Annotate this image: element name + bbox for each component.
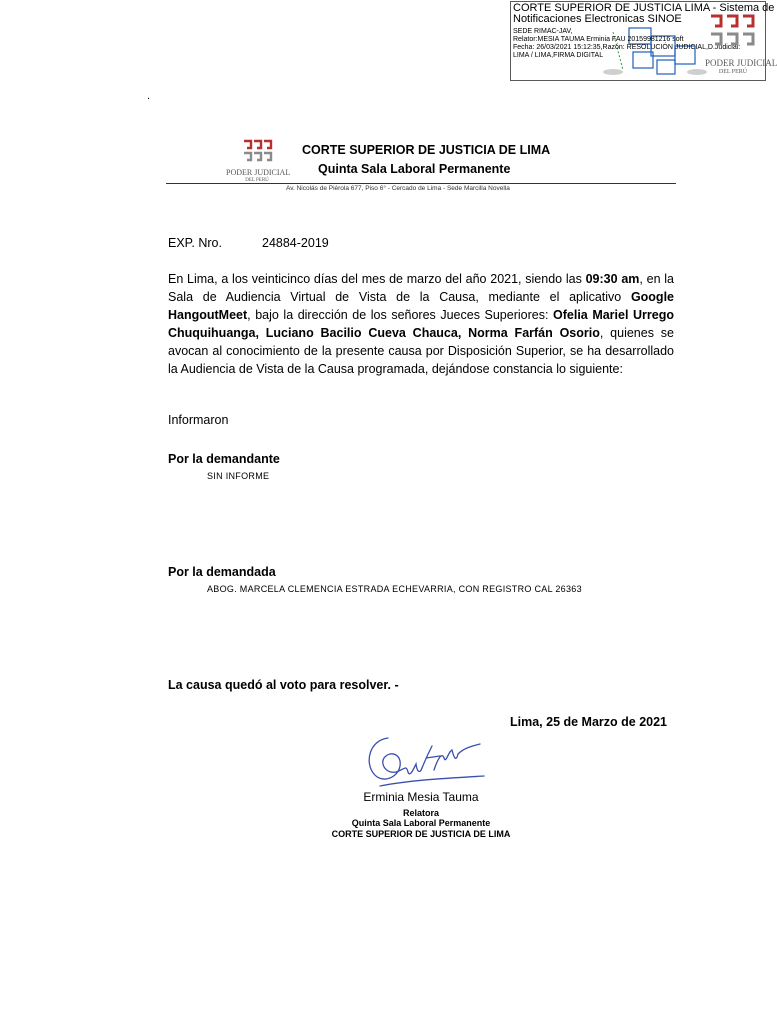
judges-names: Ofelia Mariel Urrego Chuquihuanga, Luciano Bacilio Cueva Chauca, Norma Farfán Osorio xyxy=(168,308,674,340)
defendant-report: ABOG. MARCELA CLEMENCIA ESTRADA ECHEVARRIA, CON REGISTRO CAL 26363 xyxy=(207,584,582,594)
court-name: CORTE SUPERIOR DE JUSTICIA DE LIMA xyxy=(302,143,551,157)
stamp-logo-subtext: DEL PERÚ xyxy=(718,69,748,75)
digital-seal-icon xyxy=(593,26,713,78)
place-and-date: Lima, 25 de Marzo de 2021 xyxy=(510,715,668,729)
signer-court: CORTE SUPERIOR DE JUSTICIA DE LIMA xyxy=(331,829,511,839)
stamp-poder-judicial-logo xyxy=(705,10,777,80)
stamp-title-line1: CORTE SUPERIOR DE JUSTICIA LIMA - Sistema de xyxy=(513,2,775,14)
signer-role: Relatora xyxy=(402,808,439,818)
court-address: Av. Nicolás de Piérola 677, Piso 6° - Cercado de Lima - Sede Marcilla Novella xyxy=(286,185,510,192)
informaron-label: Informaron xyxy=(168,413,229,427)
closing-statement: La causa quedó al voto para resolver. - xyxy=(168,678,399,692)
app-name: Google HangoutMeet xyxy=(168,290,674,322)
defendant-heading: Por la demandada xyxy=(168,565,276,579)
signer-chamber: Quinta Sala Laboral Permanente xyxy=(351,818,491,828)
stamp-detail-line4: LIMA / LIMA,FIRMA DIGITAL xyxy=(513,52,604,59)
paragraph-text-4: , quienes se avocan al conocimiento de la presente causa por Disposición Superior, se ha desarrollado la Audiencia de Vista de la Causa programada, dejándose constancia lo siguiente: xyxy=(168,326,674,376)
stamp-detail-line3: Fecha: 26/03/2021 15:12:35,Razón: RESOLUCIÓN JUDICIAL,D.Judicial: xyxy=(513,44,741,51)
chamber-name: Quinta Sala Laboral Permanente xyxy=(318,162,511,176)
stamp-detail-line2: Relator:MESIA TAUMA Erminia FAU 20159981216 soft xyxy=(513,36,684,43)
plaintiff-heading: Por la demandante xyxy=(168,452,280,466)
digital-signature-stamp xyxy=(510,1,777,81)
paragraph-text-3: , bajo la dirección de los señores Jueces Superiores: xyxy=(247,308,554,322)
paragraph-text-2: , en la Sala de Audiencia Virtual de Vista de la Causa, mediante el aplicativo xyxy=(168,272,674,304)
stamp-title-line2: Notificaciones Electronicas SINOE xyxy=(513,13,682,25)
hearing-time: 09:30 am xyxy=(585,272,640,286)
handwritten-signature xyxy=(360,728,488,790)
hearing-paragraph xyxy=(168,270,674,378)
logo-subtext: DEL PERÚ xyxy=(245,178,269,183)
poder-judicial-emblem-icon xyxy=(226,138,288,168)
signer-name: Erminia Mesia Tauma xyxy=(363,790,479,804)
poder-judicial-logo xyxy=(226,138,291,186)
stamp-logo-text: PODER JUDICIAL xyxy=(705,58,777,68)
paragraph-text-1: En Lima, a los veinticinco días del mes de marzo del año 2021, siendo las xyxy=(168,272,586,286)
header-divider xyxy=(166,183,676,184)
case-number: 24884-2019 xyxy=(262,236,329,250)
logo-text: PODER JUDICIAL xyxy=(226,168,291,177)
plaintiff-report: SIN INFORME xyxy=(207,471,270,481)
case-number-label: EXP. Nro. xyxy=(168,236,222,250)
stamp-detail-line1: SEDE RIMAC-JAV, xyxy=(513,28,573,35)
stray-dot: . xyxy=(147,90,151,102)
poder-judicial-emblem-icon xyxy=(705,10,761,56)
